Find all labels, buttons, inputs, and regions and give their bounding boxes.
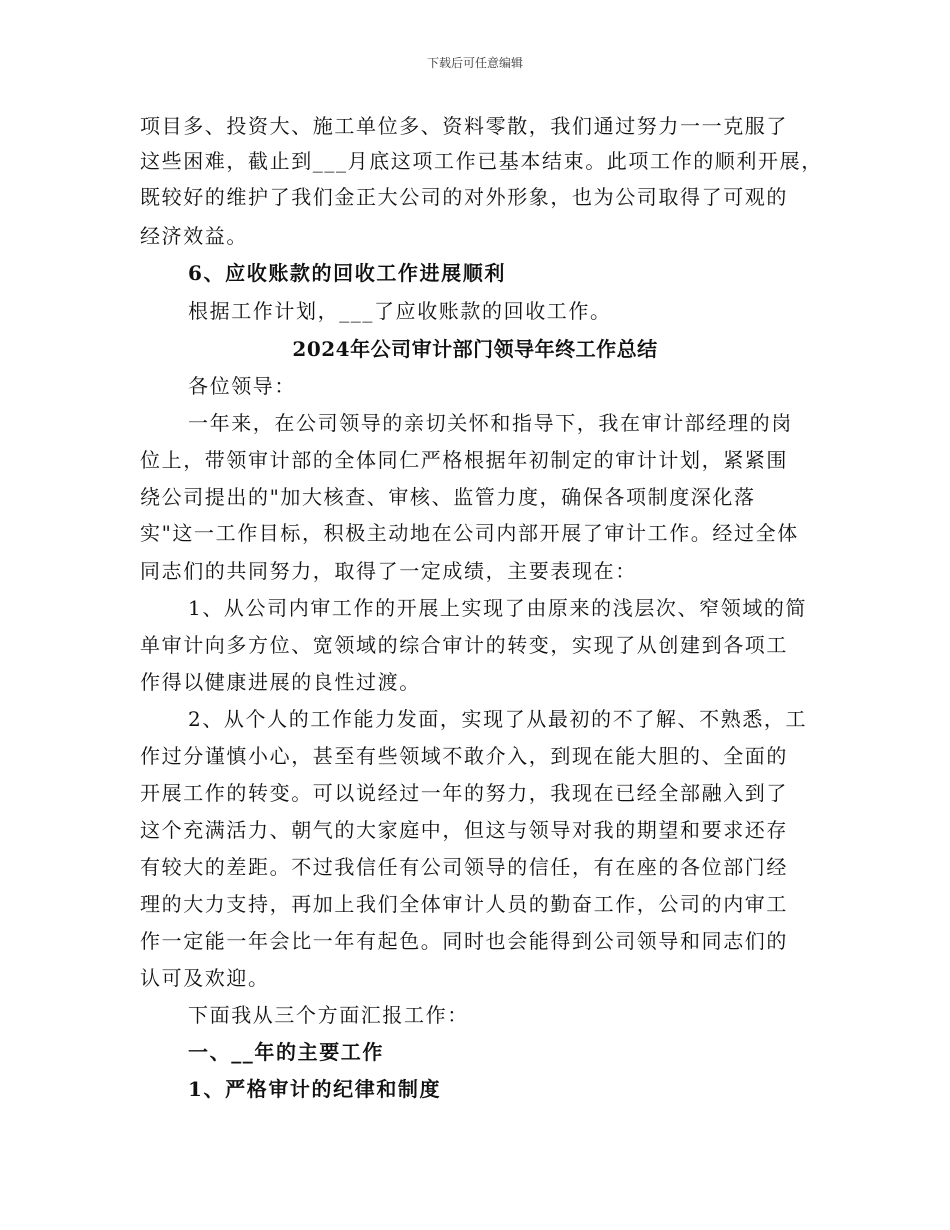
paragraph-line: 既较好的维护了我们金正大公司的对外形象，也为公司取得了可观的	[140, 185, 788, 209]
paragraph-line: 理的大力支持，再加上我们全体审计人员的勤奋工作，公司的内审工	[140, 892, 788, 916]
section-heading: 1、严格审计的纪律和制度	[188, 1077, 442, 1101]
paragraph-line: 作过分谨慎小心，甚至有些领域不敢介入，到现在能大胆的、全面的	[140, 744, 788, 768]
paragraph-line: 位上，带领审计部的全体同仁严格根据年初制定的审计计划，紧紧围	[140, 448, 788, 472]
paragraph-line: 这些困难，截止到___月底这项工作已基本结束。此项工作的顺利开展，	[140, 149, 823, 173]
page-header: 下载后可任意编辑	[426, 56, 523, 70]
paragraph-line: 经济效益。	[140, 224, 248, 248]
paragraph-line: 认可及欢迎。	[140, 966, 270, 990]
paragraph-line: 作一定能一年会比一年有起色。同时也会能得到公司领导和同志们的	[140, 929, 788, 953]
paragraph-line: 根据工作计划，___了应收账款的回收工作。	[188, 299, 612, 323]
paragraph-line: 1、从公司内审工作的开展上实现了由原来的浅层次、窄领域的简	[188, 596, 808, 620]
paragraph-line: 2、从个人的工作能力发面，实现了从最初的不了解、不熟悉，工	[188, 707, 808, 731]
paragraph-line: 这个充满活力、朝气的大家庭中，但这与领导对我的期望和要求还存	[140, 818, 788, 842]
paragraph-line: 单审计向多方位、宽领域的综合审计的转变，实现了从创建到各项工	[140, 633, 788, 657]
document-title: 2024年公司审计部门领导年终工作总结	[292, 337, 658, 361]
paragraph-line: 有较大的差距。不过我信任有公司领导的信任，有在座的各位部门经	[140, 855, 788, 879]
section-heading: 一、__年的主要工作	[188, 1040, 384, 1064]
paragraph-line: 开展工作的转变。可以说经过一年的努力，我现在已经全部融入到了	[140, 781, 788, 805]
paragraph-line: 一年来，在公司领导的亲切关怀和指导下，我在审计部经理的岗	[188, 411, 793, 435]
paragraph-line: 作得以健康进展的良性过渡。	[140, 670, 421, 694]
section-heading: 6、应收账款的回收工作进展顺利	[188, 261, 506, 285]
paragraph-line: 下面我从三个方面汇报工作：	[188, 1003, 469, 1027]
paragraph-line: 同志们的共同努力，取得了一定成绩，主要表现在：	[140, 559, 637, 583]
paragraph-line: 绕公司提出的"加大核查、审核、监管力度，确保各项制度深化落	[140, 485, 756, 509]
salutation: 各位领导：	[188, 374, 296, 398]
paragraph-line: 实"这一工作目标，积极主动地在公司内部开展了审计工作。经过全体	[140, 521, 799, 545]
paragraph-line: 项目多、投资大、施工单位多、资料零散，我们通过努力一一克服了	[140, 114, 788, 138]
